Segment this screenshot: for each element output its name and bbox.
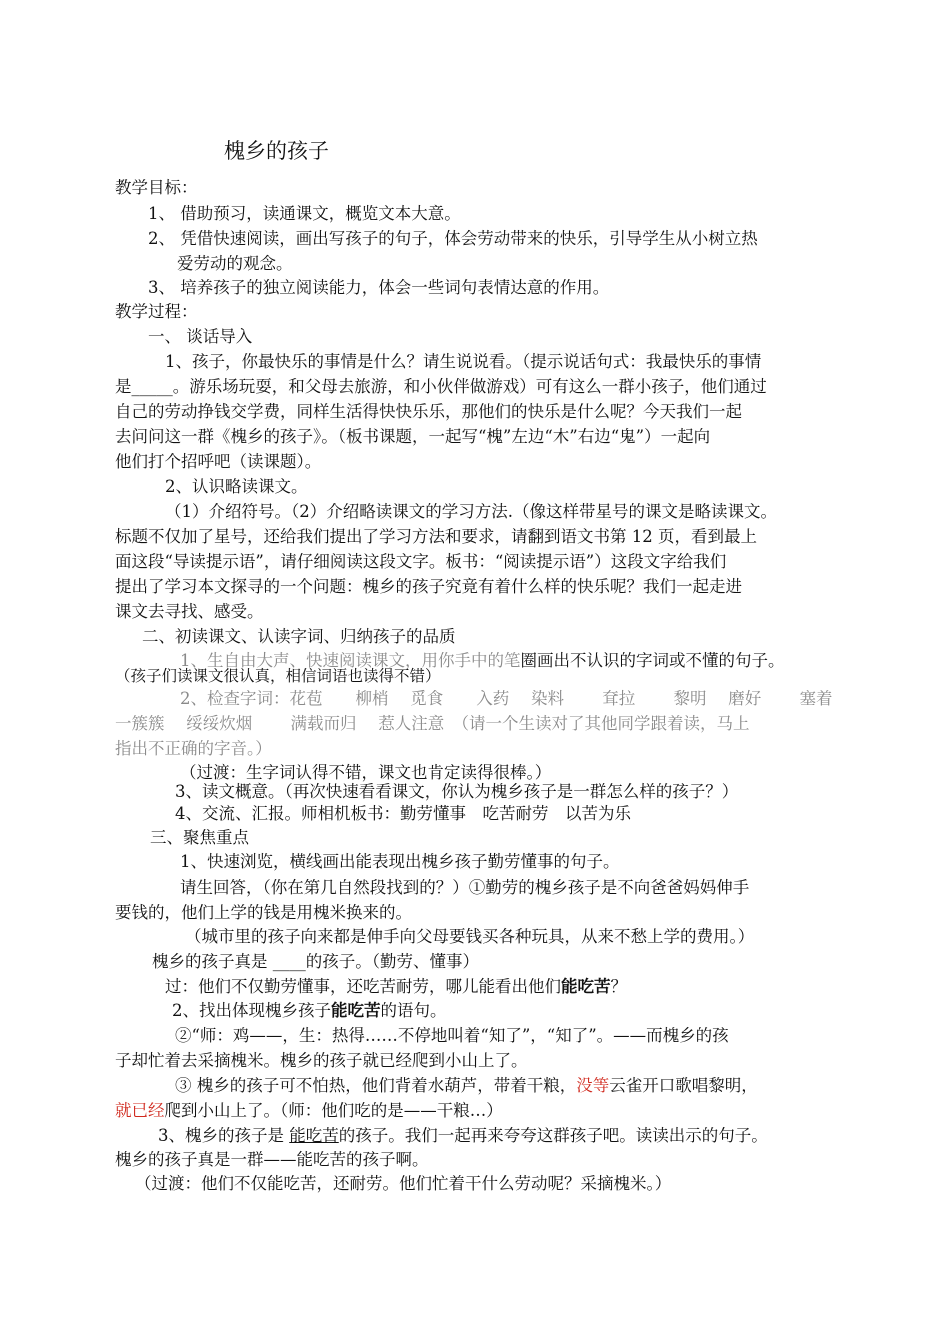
s3-guo-bold: 能吃苦 — [561, 977, 611, 996]
s1-p3-line2: 标题不仅加了星号，还给我们提出了学习方法和要求，请翻到语文书第 12 页，看到最上 — [115, 527, 757, 546]
s1-p1-line2 — [115, 375, 767, 399]
s3-p1d-post: 的孩子。（勤劳、懂事） — [305, 952, 479, 971]
s3-q2-line1: ②“师：鸡——，生：热得……不停地叫着“知了”，“知了”。——而槐乡的孩 — [175, 1026, 729, 1045]
s3-p1c: （城市里的孩子向来都是伸手向父母要钱买各种玩具，从来不愁上学的费用。） — [185, 927, 755, 946]
document-title: 槐乡的孩子 — [224, 139, 329, 163]
s1-p3-line4: 提出了学习本文探寻的一个问题：槐乡的孩子究竟有着什么样的快乐呢？我们一起走进 — [115, 577, 742, 596]
s3-transition: （过渡：他们不仅能吃苦，还耐劳。他们忙着干什么劳动呢？采摘槐米。） — [135, 1174, 672, 1193]
section-3-heading: 三、聚焦重点 — [150, 828, 249, 847]
s3-p1d — [152, 950, 479, 974]
section-1-heading: 一、 谈话导入 — [148, 327, 253, 346]
s3-p2-pre: 2、找出体现槐乡孩子 — [172, 1001, 331, 1020]
s3-q3-line1 — [175, 1074, 758, 1098]
s2-word-list-2: 一簇簇 绥绥炊烟 满载而归 惹人注意 （请一个生读对了其他同学跟着读，马上 — [115, 714, 750, 733]
s2-p1-gray: 1、生自由大声、快速阅读课文，用你手中的笔 — [180, 651, 521, 670]
s1-p1-line4: 去问问这一群《槐乡的孩子》。（板书课题，一起写“槐”左边“木”右边“鬼”）一起向 — [115, 427, 711, 446]
s3-q3a-pre: ③ 槐乡的孩子可不怕热，他们背着水葫芦，带着干粮， — [175, 1076, 577, 1095]
s2-p4: 4、交流、汇报。师相机板书：勤劳懂事 吃苦耐劳 以苦为乐 — [175, 804, 631, 823]
s3-p3 — [158, 1124, 768, 1148]
s3-guo — [165, 975, 627, 999]
s3-p1: 1、快速浏览，横线画出能表现出槐乡孩子勤劳懂事的句子。 — [180, 852, 620, 871]
s2-word-list-3: 指出不正确的字音。） — [115, 739, 272, 758]
s3-p2-bold: 能吃苦 — [331, 1001, 381, 1020]
s1-p1-line5: 他们打个招呼吧（读课题）。 — [115, 452, 322, 471]
s1-p3-line5: 课文去寻找、感受。 — [115, 602, 264, 621]
s3-p3b: 槐乡的孩子真是一群——能吃苦的孩子啊。 — [115, 1150, 429, 1169]
s2-word-list: 2、检查字词：花苞 柳梢 觅食 入药 染料 耷拉 黎明 磨好 塞着 — [180, 689, 833, 708]
s3-p3-underlined: 能吃苦 — [289, 1126, 339, 1145]
s2-p3: 3、读文概意。（再次快速看看课文，你认为槐乡孩子是一群怎么样的孩子？） — [175, 782, 739, 801]
s3-p1b: 要钱的，他们上学的钱是用槐米换来的。 — [115, 903, 412, 922]
s3-guo-post: ？ — [610, 977, 627, 996]
s3-q2-line2: 子却忙着去采摘槐米。槐乡的孩子就已经爬到小山上了。 — [115, 1051, 528, 1070]
answer-blank: _____ — [131, 377, 173, 396]
s1-p2: 2、认识略读课文。 — [165, 477, 308, 496]
s1-p3-line1: （1）介绍符号。（2）介绍略读课文的学习方法.（像这样带星号的课文是略读课文。 — [165, 502, 777, 521]
s3-p1d-blank: ____ — [272, 952, 306, 971]
s3-p1d-pre: 槐乡的孩子真是 — [152, 952, 273, 971]
s3-q3-line2 — [115, 1099, 503, 1123]
objective-2-line1: 2、 凭借快速阅读，画出写孩子的句子，体会劳动带来的快乐，引导学生从小树立热 — [148, 229, 758, 248]
s2-p1b: （孩子们读课文很认真，相信词语也读得不错） — [115, 667, 441, 685]
s2-p1-rest: 圈画出不认识的字词或不懂的句子。 — [520, 651, 785, 670]
s3-q3b-post: 爬到小山上了。（师：他们吃的是——干粮…） — [164, 1101, 503, 1120]
s3-p2 — [172, 999, 447, 1023]
s1-p1-line3: 自己的劳动挣钱交学费，同样生活得快快乐乐，那他们的快乐是什么呢？今天我们一起 — [115, 402, 742, 421]
s3-q3a-post: 云雀开口歌唱黎明， — [609, 1076, 758, 1095]
s3-p3-post: 的孩子。我们一起再来夸夸这群孩子吧。读读出示的句子。 — [338, 1126, 768, 1145]
process-heading: 教学过程： — [115, 302, 198, 321]
s3-p1a: 请生回答，（你在第几自然段找到的？）①勤劳的槐乡孩子是不向爸爸妈妈伸手 — [180, 878, 750, 897]
s1-p1-line2-text: 。游乐场玩耍，和父母去旅游，和小伙伴做游戏）可有这么一群小孩子，他们通过 — [172, 377, 767, 396]
section-2-heading: 二、初读课文、认读字词、归纳孩子的品质 — [142, 627, 456, 646]
s3-q3b-red: 就已经 — [115, 1101, 165, 1120]
objectives-heading: 教学目标： — [115, 178, 198, 197]
s3-p3-pre: 3、槐乡的孩子是 — [158, 1126, 290, 1145]
s1-p1-prefix: 是 — [115, 377, 132, 396]
objective-2-line2: 爱劳动的观念。 — [177, 254, 293, 273]
s1-p1-line1: 1、孩子，你最快乐的事情是什么？请生说说看。（提示说话句式：我最快乐的事情 — [165, 352, 762, 371]
s3-q3a-red: 没等 — [576, 1076, 610, 1095]
s2-transition: （过渡：生字词认得不错，课文也肯定读得很棒。） — [180, 763, 552, 782]
s1-p3-line3: 面这段“导读提示语”，请仔细阅读这段文字。板书：“阅读提示语”）这段文字给我们 — [115, 552, 727, 571]
objective-1: 1、 借助预习，读通课文，概览文本大意。 — [148, 204, 461, 223]
objective-3: 3、 培养孩子的独立阅读能力，体会一些词句表情达意的作用。 — [148, 278, 610, 297]
s3-p2-post: 的语句。 — [380, 1001, 447, 1020]
s3-guo-pre: 过：他们不仅勤劳懂事，还吃苦耐劳，哪儿能看出他们 — [165, 977, 561, 996]
